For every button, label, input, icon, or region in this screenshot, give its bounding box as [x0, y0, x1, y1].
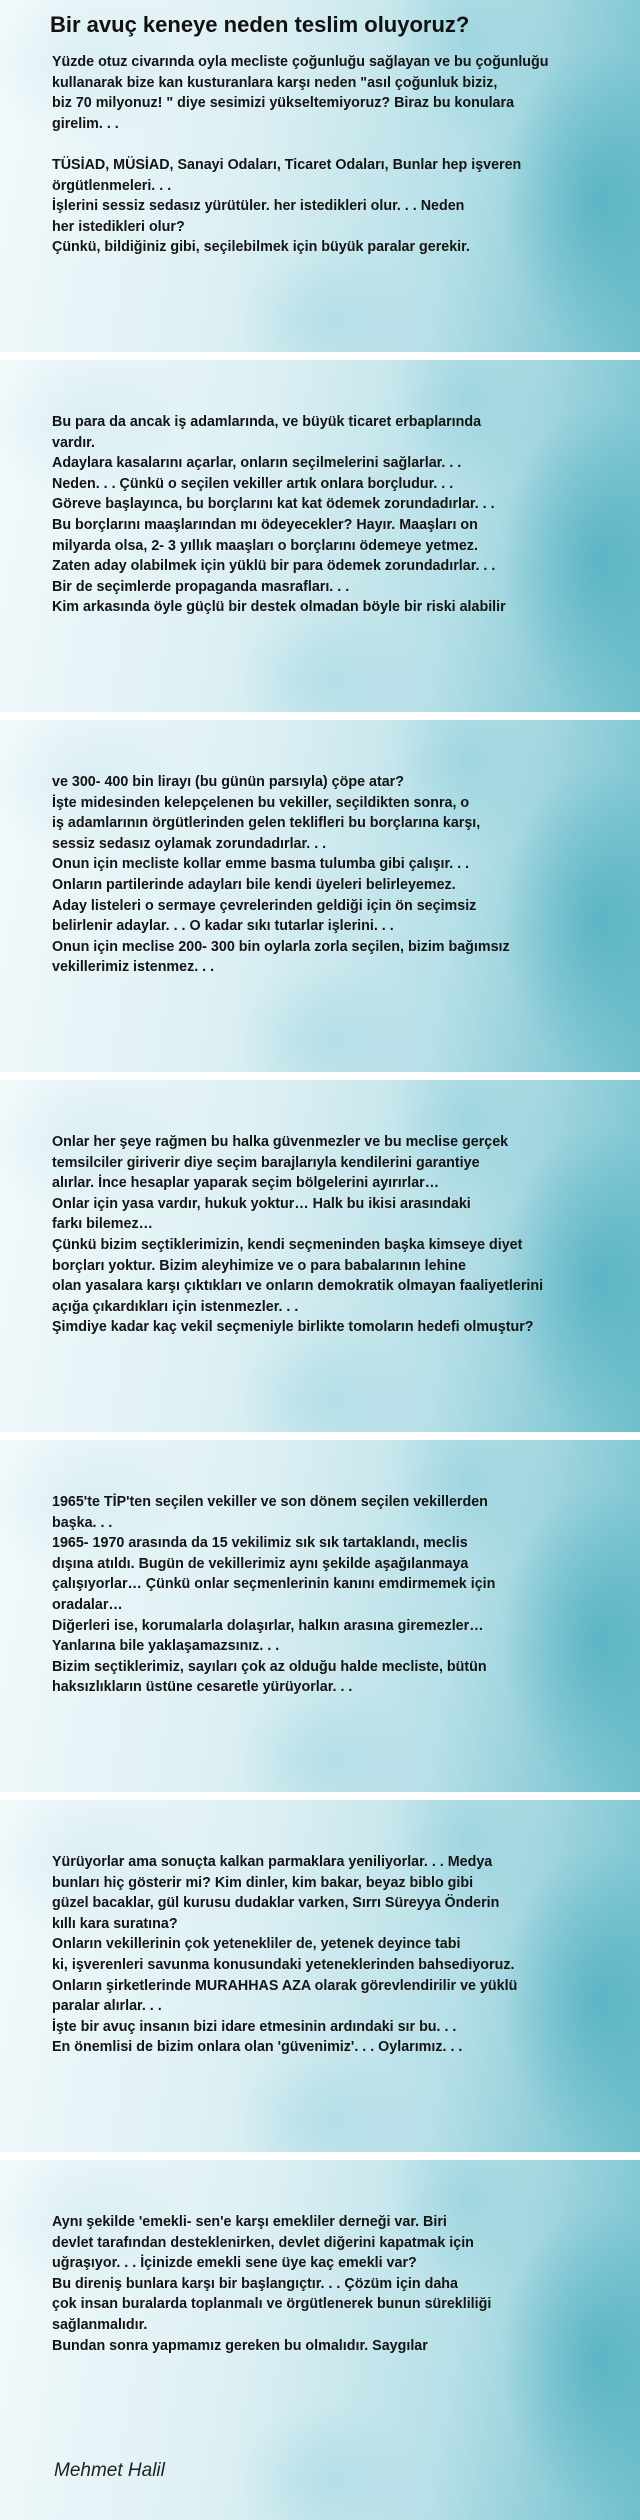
poem-line: Aynı şekilde 'emekli- sen'e karşı emekliler derneği var. Biri	[52, 2214, 447, 2230]
poem-line: Göreve başlayınca, bu borçlarını kat kat ödemek zorundadırlar. . .	[52, 496, 495, 513]
poem-line: çok insan buralarda toplanmalı ve örgütlenerek bunun sürekliliği	[52, 2296, 492, 2313]
poem-line: her istedikleri olur?	[52, 218, 185, 235]
poem-author: Mehmet Halil	[54, 2460, 165, 2481]
poem-line: Onların vekillerinin çok yetenekliler de, yetenek deyince tabi	[52, 1936, 461, 1953]
poem-stanza-2	[52, 412, 630, 618]
poem-title: Bir avuç keneye neden teslim oluyoruz?	[50, 12, 470, 37]
poem-line: devlet tarafından desteklenirken, devlet diğerini kapatmak için	[52, 2234, 474, 2251]
poem-line: olan yasalara karşı çıktıkları ve onların demokratik olmayan faaliyetlerini	[52, 1278, 544, 1295]
poem-line: oradalar…	[52, 1596, 123, 1613]
poem-line: TÜSİAD, MÜSİAD, Sanayi Odaları, Ticaret Odaları, Bunlar hep işveren	[52, 156, 522, 173]
poem-line: Onlar her şeye rağmen bu halka güvenmezler ve bu meclise gerçek	[52, 1134, 509, 1150]
poem-line: Aday listeleri o sermaye çevrelerinden geldiği için ön seçimsiz	[52, 897, 477, 914]
poem-line: 1965'te TİP'ten seçilen vekiller ve son dönem seçilen vekillerden	[52, 1494, 488, 1510]
poem-line: İşte bir avuç insanın bizi idare etmesinin ardındaki sır bu. . .	[52, 2018, 457, 2035]
poem-line: kullanarak bize kan kusturanlara karşı neden "asıl çoğunluk biziz,	[52, 74, 498, 91]
poem-line: kıllı kara suratına?	[52, 1915, 178, 1932]
poem-line: Onların partilerinde adayları bile kendi üyeleri belirleyemez.	[52, 876, 456, 893]
poem-line: alırlar. İnce hesaplar yaparak seçim bölgelerini ayırırlar…	[52, 1175, 440, 1192]
poem-stanza-6	[52, 1852, 630, 2058]
poem-line: En önemlisi de bizim onlara olan 'güvenimiz'. . . Oylarımız. . .	[52, 2039, 463, 2056]
poem-line: vardır.	[52, 434, 95, 451]
poem-line: Zaten aday olabilmek için yüklü bir para ödemek zorundadırlar. . .	[52, 558, 496, 575]
poem-line: Bu para da ancak iş adamlarında, ve büyük ticaret erbaplarında	[52, 414, 482, 430]
poem-stanza-5	[52, 1492, 630, 1698]
poem-line: sessiz sedasız oylamak zorundadırlar. . .	[52, 835, 327, 852]
poem-line: Onun için mecliste kollar emme basma tulumba gibi çalışır. . .	[52, 856, 470, 873]
poem-stanza-1	[52, 52, 630, 258]
poem-line: bunları hiç gösterir mi? Kim dinler, kim bakar, beyaz biblo gibi	[52, 1874, 474, 1891]
poem-line: Yüzde otuz civarında oyla mecliste çoğunluğu sağlayan ve bu çoğunluğu	[52, 54, 549, 70]
poem-line	[52, 134, 630, 155]
poem-panel-3	[0, 720, 640, 1072]
poem-stanza-7	[52, 2212, 630, 2356]
poem-line: Onlar için yasa vardır, hukuk yoktur… Halk bu ikisi arasındaki	[52, 1195, 471, 1212]
poem-line: Onların şirketlerinde MURAHHAS AZA olarak görevlendirilir ve yüklü	[52, 1977, 518, 1994]
poem-line: ve 300- 400 bin lirayı (bu günün parsıyla) çöpe atar?	[52, 774, 404, 790]
poem-line: dışına atıldı. Bugün de vekillerimiz aynı şekilde aşağılanmaya	[52, 1555, 469, 1572]
poem-panel-4	[0, 1080, 640, 1432]
poem-panel-1	[0, 0, 640, 352]
poem-line: çalışıyorlar… Çünkü onlar seçmenlerinin kanını emdirmemek için	[52, 1576, 496, 1593]
poem-line: Onun için meclise 200- 300 bin oylarla zorla seçilen, bizim bağımsız	[52, 938, 510, 955]
poem-line: Bu direniş bunlara karşı bir başlangıçtır. . . Çözüm için daha	[52, 2275, 458, 2292]
poem-line: biz 70 milyonuz! " diye sesimizi yükseltemiyoruz? Biraz bu konulara	[52, 95, 515, 112]
poem-line: vekillerimiz istenmez. . .	[52, 959, 215, 976]
poem-line: İşlerini sessiz sedasız yürütüler. her istedikleri olur. . . Neden	[52, 198, 465, 215]
poem-line: belirlenir adaylar. . . O kadar sıkı tutarlar işlerini. . .	[52, 918, 394, 935]
poem-line: 1965- 1970 arasında da 15 vekilimiz sık sık tartaklandı, meclis	[52, 1535, 468, 1552]
poem-line: haksızlıkların üstüne cesaretle yürüyorlar. . .	[52, 1679, 353, 1696]
poem-panel-5	[0, 1440, 640, 1792]
poem-line: sağlanmalıdır.	[52, 2316, 148, 2333]
poem-line: Kim arkasında öyle güçlü bir destek olmadan böyle bir riski alabilir	[52, 599, 506, 616]
poem-line: girelim. . .	[52, 115, 119, 132]
poem-line: Şimdiye kadar kaç vekil seçmeniyle birlikte tomoların hedefi olmuştur?	[52, 1319, 534, 1336]
poem-line: açığa çıkardıkları için istenmezler. . .	[52, 1298, 299, 1315]
poem-line: başka. . .	[52, 1514, 113, 1531]
poem-line: Çünkü, bildiğiniz gibi, seçilebilmek için büyük paralar gerekir.	[52, 239, 470, 256]
poem-line: Diğerleri ise, korumalarla dolaşırlar, halkın arasına giremezler…	[52, 1617, 484, 1634]
poem-stanza-4	[52, 1132, 630, 1338]
poem-line: Bundan sonra yapmamız gereken bu olmalıdır. Saygılar	[52, 2337, 428, 2354]
poem-line: örgütlenmeleri. . .	[52, 177, 172, 194]
poem-line: farkı bilemez…	[52, 1216, 153, 1233]
poem-panel-6	[0, 1800, 640, 2152]
poem-line: ki, işverenleri savunma konusundaki yeteneklerinden bahsediyoruz.	[52, 1956, 515, 1973]
poem-line: Adaylara kasalarını açarlar, onların seçilmelerini sağlarlar. . .	[52, 455, 462, 472]
poem-line: Yürüyorlar ama sonuçta kalkan parmaklara yeniliyorlar. . . Medya	[52, 1854, 493, 1870]
poem-line: güzel bacaklar, gül kurusu dudaklar varken, Sırrı Süreyya Önderin	[52, 1895, 500, 1912]
poem-line: uğraşıyor. . . İçinizde emekli sene üye kaç emekli var?	[52, 2255, 417, 2272]
poem-line: Neden. . . Çünkü o seçilen vekiller artık onlara borçludur. . .	[52, 475, 454, 492]
poem-line: Çünkü bizim seçtiklerimizin, kendi seçmeninden başka kimseye diyet	[52, 1236, 523, 1253]
poem-stanza-3	[52, 772, 630, 978]
poem-line: Bir de seçimlerde propaganda masrafları. . .	[52, 578, 350, 595]
poem-panel-2	[0, 360, 640, 712]
poem-line: milyarda olsa, 2- 3 yıllık maaşları o borçlarını ödemeye yetmez.	[52, 537, 478, 554]
poem-line: Bu borçlarını maaşlarından mı ödeyecekler? Hayır. Maaşları on	[52, 516, 478, 533]
poem-line: paralar alırlar. . .	[52, 1998, 162, 2015]
poem-line: iş adamlarının örgütlerinden gelen teklifleri bu borçlarına karşı,	[52, 815, 481, 832]
poem-line: temsilciler giriverir diye seçim barajlarıyla kendilerini garantiye	[52, 1154, 480, 1171]
poem-line: İşte midesinden kelepçelenen bu vekiller, seçildikten sonra, o	[52, 794, 470, 811]
poem-line: Bizim seçtiklerimiz, sayıları çok az olduğu halde mecliste, bütün	[52, 1658, 487, 1675]
poem-line: borçları yoktur. Bizim aleyhimize ve o para babalarının lehine	[52, 1257, 466, 1274]
poem-panel-7	[0, 2160, 640, 2520]
poem-line: Yanlarına bile yaklaşamazsınız. . .	[52, 1638, 280, 1655]
